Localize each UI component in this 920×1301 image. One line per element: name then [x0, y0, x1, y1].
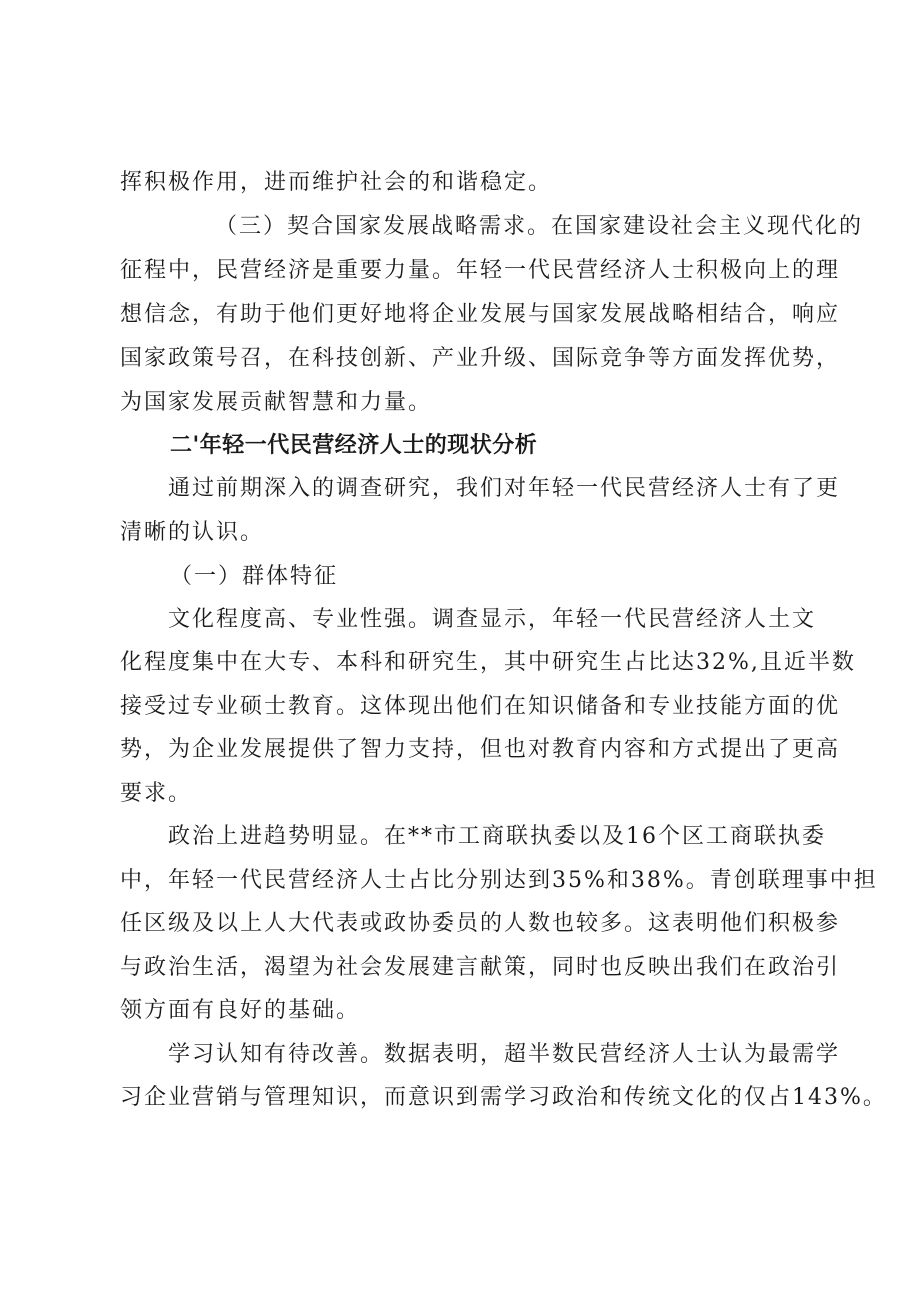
paragraph-line: 国家政策号召，在科技创新、产业升级、国际竞争等方面发挥优势， — [120, 346, 841, 371]
subsection-heading: （一）群体特征 — [170, 564, 339, 589]
paragraph-line: 学习认知有待改善。数据表明，超半数民营经济人士认为最需学 — [168, 1042, 841, 1067]
paragraph-line: 征程中，民营经济是重要力量。年轻一代民营经济人士积极向上的理 — [120, 258, 841, 283]
paragraph-line: 要求。 — [120, 781, 193, 806]
paragraph-line: 与政治生活，渴望为社会发展建言献策，同时也反映出我们在政治引 — [120, 955, 841, 980]
section-heading: 二'年轻一代民营经济人士的现状分析 — [170, 433, 538, 458]
paragraph-line: 接受过专业硕士教育。这体现出他们在知识储备和专业技能方面的优 — [120, 694, 841, 719]
paragraph-line: 文化程度高、专业性强。调查显示，年轻一代民营经济人土文 — [168, 607, 817, 632]
paragraph-line: 通过前期深入的调查研究，我们对年轻一代民营经济人士有了更 — [168, 476, 841, 501]
paragraph-line: 为国家发展贡献智慧和力量。 — [120, 390, 433, 415]
paragraph-line: 任区级及以上人大代表或政协委员的人数也较多。这表明他们积极参 — [120, 911, 841, 936]
paragraph-line: 领方面有良好的基础。 — [120, 998, 361, 1023]
paragraph-line: 清晰的认识。 — [120, 520, 265, 545]
paragraph-line: 习企业营销与管理知识，而意识到需学习政治和传统文化的仅占143%。 — [120, 1085, 887, 1110]
paragraph-line: 中，年轻一代民营经济人士占比分别达到35%和38%。青创联理事中担 — [120, 868, 878, 893]
paragraph-line: 政治上进趋势明显。在**市工商联执委以及16个区工商联执委 — [168, 824, 826, 849]
paragraph-line: 想信念，有助于他们更好地将企业发展与国家发展战略相结合，响应 — [120, 302, 841, 327]
paragraph-line: 化程度集中在大专、本科和研究生，其中研究生占比达32%,且近半数 — [120, 650, 856, 675]
paragraph-line: （三）契合国家发展战略需求。在国家建设社会主义现代化的 — [215, 214, 864, 239]
paragraph-line: 挥积极作用，进而维护社会的和谐稳定。 — [120, 170, 553, 195]
paragraph-line: 势，为企业发展提供了智力支持，但也对教育内容和方式提出了更高 — [120, 737, 841, 762]
